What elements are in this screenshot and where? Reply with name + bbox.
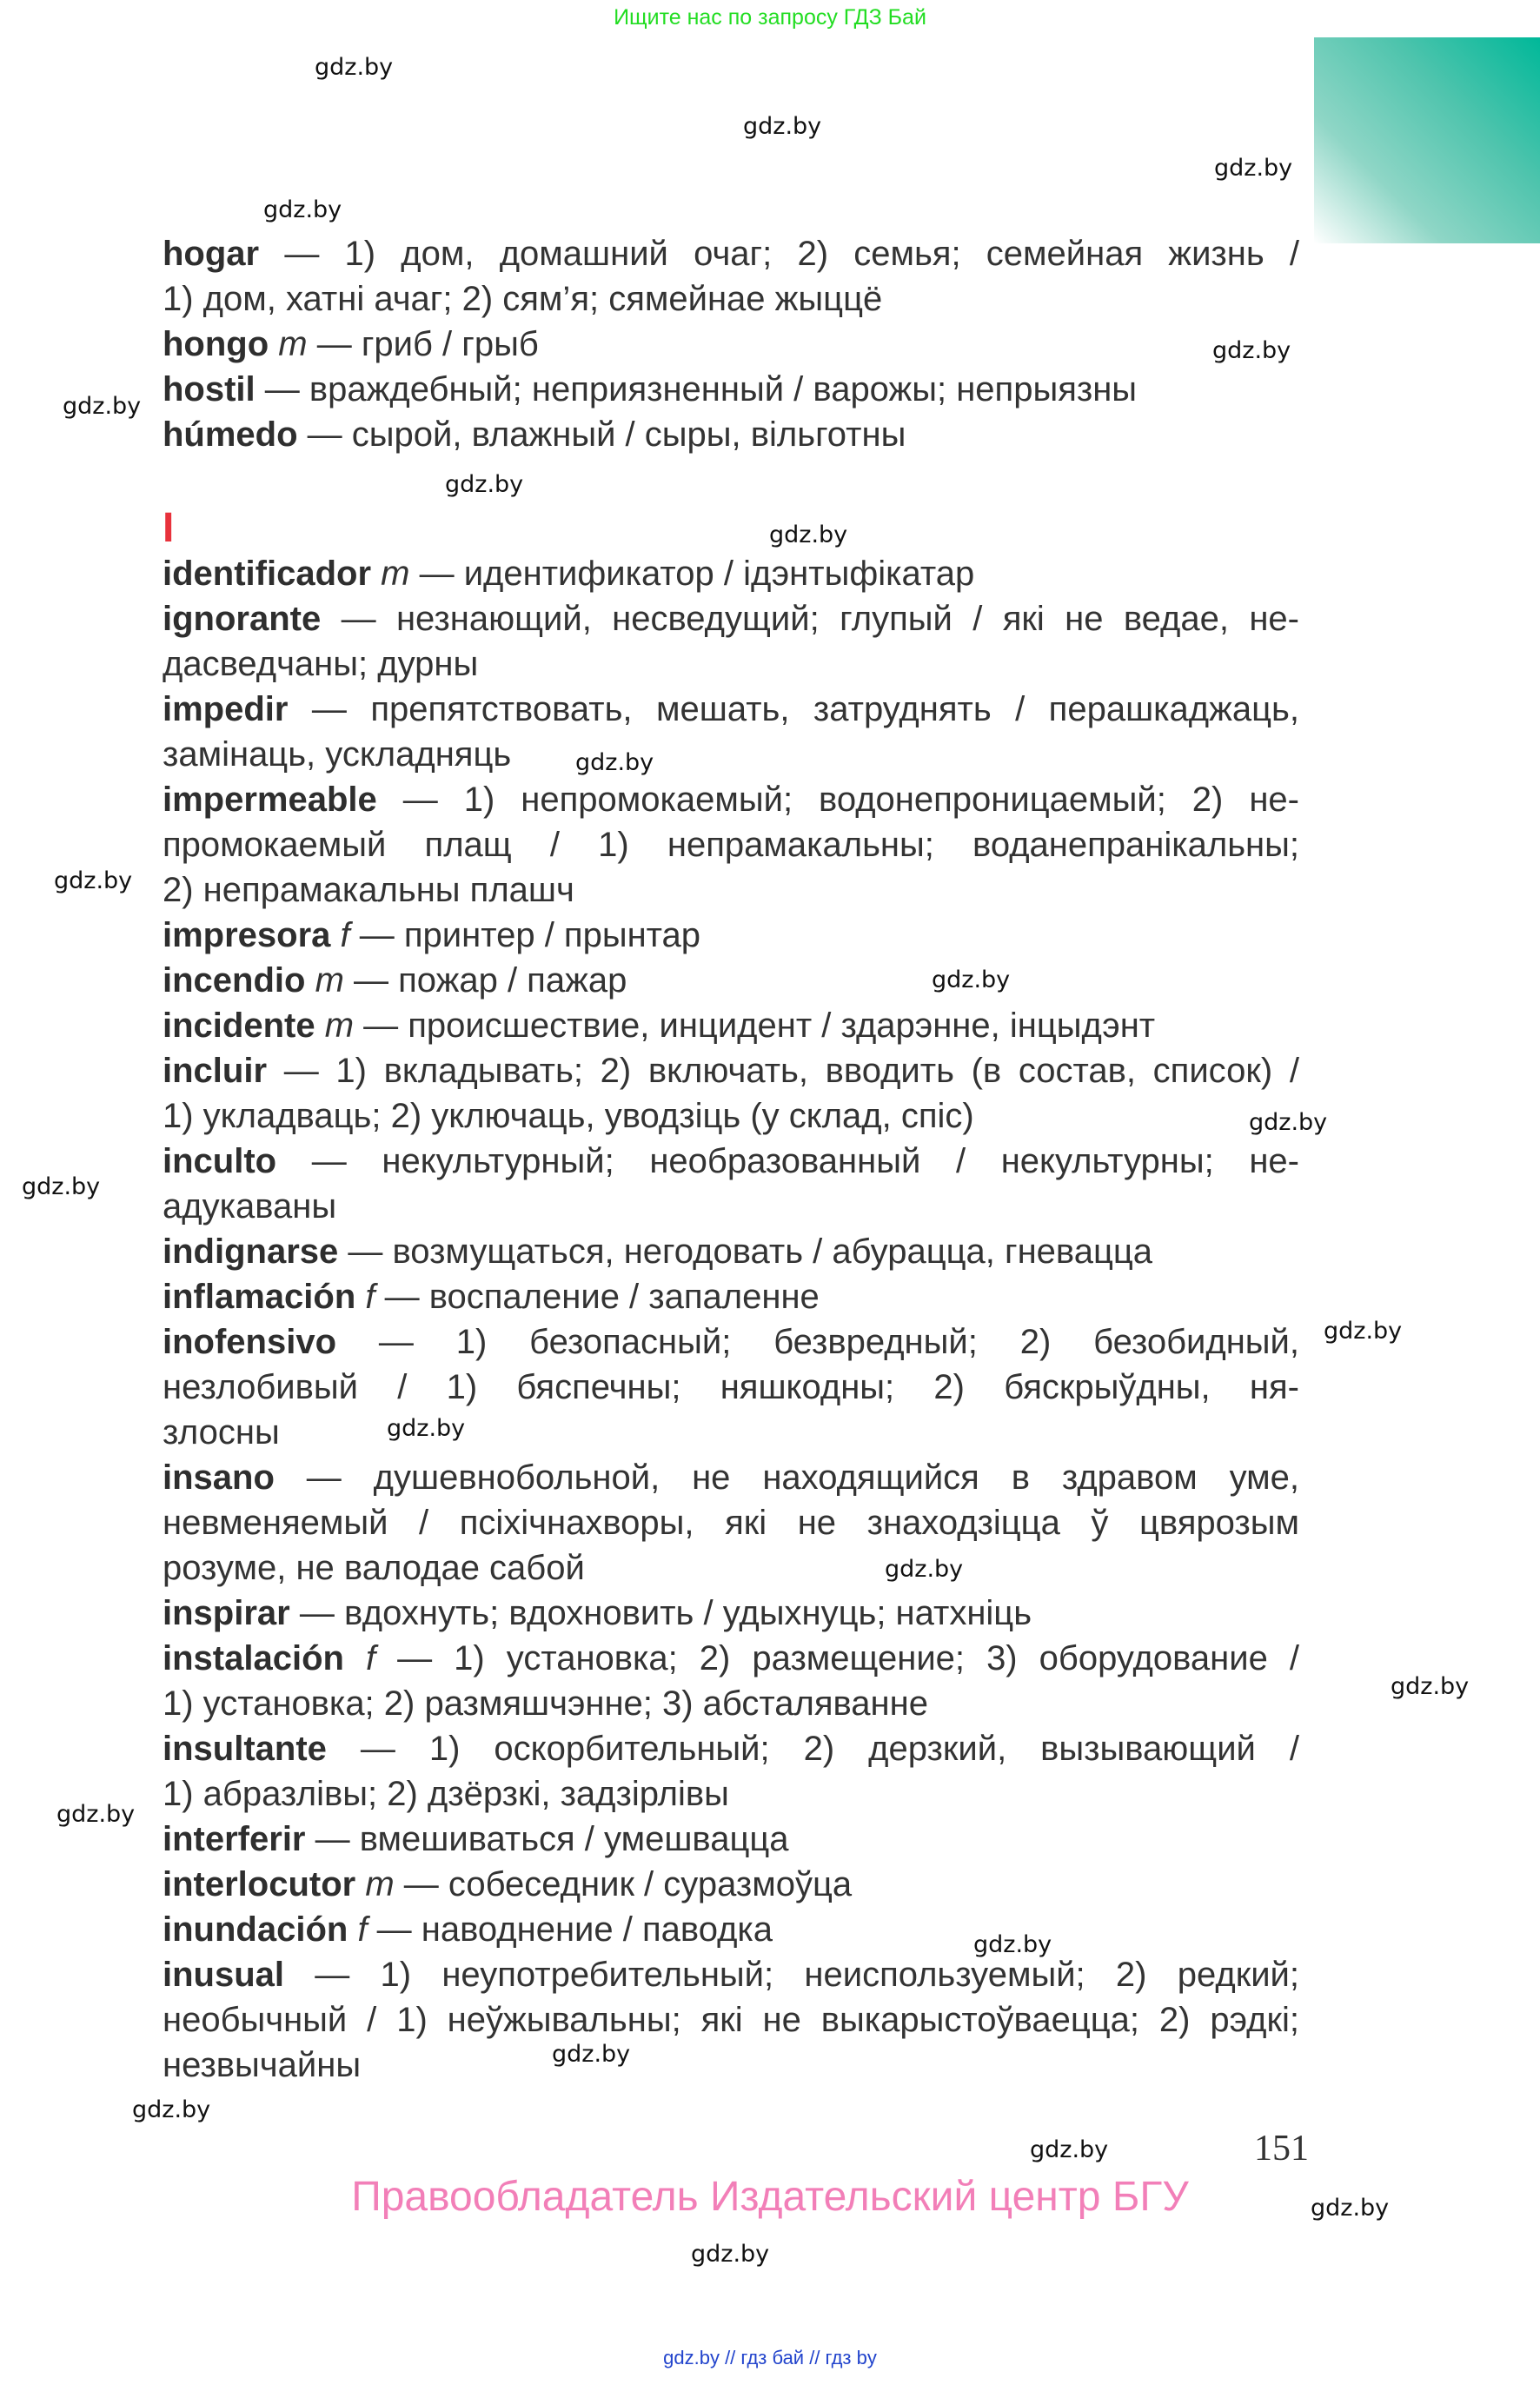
dictionary-entry-line: [163, 1954, 1299, 1996]
dictionary-entry-line: [163, 1818, 1299, 1860]
dictionary-entry-line: [163, 1638, 1299, 1679]
dictionary-continuation-line: [163, 1502, 1299, 1544]
translation-text: — идентификатор / ідэнтыфікатар: [409, 555, 975, 593]
watermark-text: gdz.by: [973, 1931, 1052, 1958]
gender-marker: m: [269, 325, 308, 363]
translation-text: — пожар / пажар: [343, 961, 627, 1000]
watermark-text: gdz.by: [1311, 2195, 1390, 2222]
translation-text: необычный / 1) неўжывальны; які не выкарыстоўваецца; 2) рэдкі;: [163, 2001, 1299, 2039]
headword: hongo: [163, 325, 269, 363]
dictionary-continuation-line: [163, 1547, 1299, 1589]
dictionary-entry-line: [163, 960, 1299, 1001]
footer-links[interactable]: gdz.by // гдз бай // гдз by: [663, 2347, 877, 2368]
dictionary-continuation-line: [163, 2044, 1299, 2086]
dictionary-continuation-line: [163, 278, 1299, 320]
dictionary-entry-line: [163, 1140, 1299, 1182]
watermark-text: gdz.by: [575, 749, 654, 776]
dictionary-entry-line: [163, 1863, 1299, 1905]
translation-text: — 1) оскорбительный; 2) дерзкий, вызывающий /: [326, 1730, 1299, 1768]
translation-text: — 1) вкладывать; 2) включать, вводить (в состав, список) /: [267, 1052, 1299, 1090]
dictionary-continuation-line: [163, 1366, 1299, 1408]
headword: inusual: [163, 1956, 285, 1994]
translation-text: 2) непрамакальны плашч: [163, 871, 574, 909]
gender-marker: f: [355, 1278, 375, 1316]
dictionary-entry-line: [163, 1050, 1299, 1092]
dictionary-entry-line: [163, 323, 1299, 365]
translation-text: — враждебный; неприязненный / варожы; непрыязны: [255, 370, 1138, 409]
headword: húmedo: [163, 415, 298, 454]
watermark-text: gdz.by: [56, 1801, 136, 1828]
dictionary-continuation-line: [163, 1412, 1299, 1453]
dictionary-entry-line: [163, 233, 1299, 275]
dictionary-continuation-line: [163, 869, 1299, 911]
dictionary-entry-line: [163, 1457, 1299, 1498]
rights-holder-notice: Правообладатель Издательский центр БГУ: [351, 2174, 1189, 2220]
dictionary-continuation-line: [163, 734, 1299, 775]
translation-text: незлобивый / 1) бяспечны; няшкодны; 2) бяскрыўдны, ня-: [163, 1368, 1299, 1406]
headword: inofensivo: [163, 1323, 337, 1361]
gender-marker: f: [348, 1910, 368, 1949]
watermark-text: gdz.by: [63, 393, 142, 420]
translation-text: 1) дом, хатні ачаг; 2) сям’я; сямейнае жыццё: [163, 280, 883, 318]
top-banner: Ищите нас по запросу ГДЗ Бай: [614, 5, 926, 30]
headword: inundación: [163, 1910, 348, 1949]
translation-text: — сырой, влажный / сыры, вільготны: [297, 415, 906, 454]
dictionary-entry-line: [163, 688, 1299, 730]
headword: instalación: [163, 1639, 344, 1677]
corner-decoration: [1314, 37, 1540, 243]
watermark-text: gdz.by: [22, 1173, 101, 1200]
headword: interlocutor: [163, 1865, 356, 1903]
watermark-text: gdz.by: [1214, 155, 1293, 182]
translation-text: — 1) неупотребительный; неиспользуемый; 2) редкий;: [284, 1956, 1299, 1994]
translation-text: — гриб / грыб: [307, 325, 539, 363]
watermark-text: gdz.by: [769, 522, 848, 548]
watermark-text: gdz.by: [932, 967, 1011, 993]
headword: inspirar: [163, 1594, 290, 1632]
page-number: 151: [1254, 2129, 1309, 2169]
translation-text: розуме, не валодае сабой: [163, 1549, 585, 1587]
dictionary-continuation-line: [163, 1999, 1299, 2041]
dictionary-entry-line: [163, 1231, 1299, 1272]
watermark-text: gdz.by: [1212, 337, 1291, 364]
translation-text: — возмущаться, негодовать / абурацца, гневацца: [338, 1232, 1153, 1271]
translation-text: 1) укладваць; 2) уключаць, уводзіць (у склад, спіс): [163, 1097, 974, 1135]
dictionary-entry-line: [163, 1321, 1299, 1363]
watermark-text: gdz.by: [263, 196, 342, 223]
headword: insano: [163, 1458, 275, 1497]
translation-text: — некультурный; необразованный / некультурны; не-: [276, 1142, 1299, 1180]
gender-marker: f: [330, 916, 350, 954]
dictionary-entry-line: [163, 1909, 1299, 1950]
translation-text: 1) абразлівы; 2) дзёрзкі, задзірлівы: [163, 1775, 729, 1813]
watermark-text: gdz.by: [552, 2041, 631, 2068]
dictionary-entry-line: [163, 779, 1299, 820]
dictionary-entry-line: [163, 1592, 1299, 1634]
headword: inculto: [163, 1142, 277, 1180]
headword: hostil: [163, 370, 256, 409]
translation-text: адукаваны: [163, 1187, 337, 1226]
watermark-text: gdz.by: [1249, 1109, 1328, 1136]
translation-text: — незнающий, несведущий; глупый / які не ведае, не-: [321, 600, 1299, 638]
dictionary-entry-line: [163, 1005, 1299, 1046]
gender-marker: m: [315, 1006, 355, 1045]
translation-text: — собеседник / суразмоўца: [394, 1865, 853, 1903]
dictionary-continuation-line: [163, 643, 1299, 685]
translation-text: — воспаление / запаленне: [375, 1278, 820, 1316]
gender-marker: f: [343, 1639, 376, 1677]
watermark-text: gdz.by: [1324, 1318, 1403, 1345]
headword: hogar: [163, 235, 260, 273]
dictionary-continuation-line: [163, 1186, 1299, 1227]
translation-text: промокаемый плащ / 1) непрамакальны; воданепранікальны;: [163, 826, 1299, 864]
headword: insultante: [163, 1730, 327, 1768]
watermark-text: gdz.by: [1391, 1673, 1470, 1700]
gender-marker: m: [371, 555, 410, 593]
gender-marker: m: [355, 1865, 395, 1903]
watermark-text: gdz.by: [691, 2241, 770, 2268]
translation-text: — 1) непромокаемый; водонепроницаемый; 2) не-: [376, 781, 1299, 819]
dictionary-entry-line: [163, 1276, 1299, 1318]
translation-text: — 1) безопасный; безвредный; 2) безобидный,: [336, 1323, 1299, 1361]
dictionary-entry-line: [163, 598, 1299, 640]
dictionary-entry-line: [163, 1728, 1299, 1770]
watermark-text: gdz.by: [743, 113, 822, 140]
translation-text: замінаць, ускладняць: [163, 735, 512, 774]
translation-text: — вдохнуть; вдохновить / удыхнуць; натхніць: [289, 1594, 1032, 1632]
translation-text: — душевнобольной, не находящийся в здравом уме,: [274, 1458, 1299, 1497]
headword: incluir: [163, 1052, 268, 1090]
gender-marker: m: [305, 961, 344, 1000]
watermark-text: gdz.by: [1030, 2136, 1109, 2163]
translation-text: — 1) дом, домашний очаг; 2) семья; семейная жизнь /: [259, 235, 1299, 273]
headword: inflamación: [163, 1278, 356, 1316]
translation-text: — происшествие, инцидент / здарэнне, інцыдэнт: [354, 1006, 1156, 1045]
dictionary-continuation-line: [163, 824, 1299, 866]
headword: impedir: [163, 690, 289, 728]
watermark-text: gdz.by: [315, 54, 394, 81]
dictionary-entry-line: [163, 914, 1299, 956]
translation-text: дасведчаны; дурны: [163, 645, 479, 683]
dictionary-entry-line: [163, 369, 1299, 410]
translation-text: — наводнение / паводка: [367, 1910, 773, 1949]
headword: indignarse: [163, 1232, 339, 1271]
headword: impermeable: [163, 781, 377, 819]
headword: ignorante: [163, 600, 322, 638]
translation-text: — 1) установка; 2) размещение; 3) оборудование /: [375, 1639, 1299, 1677]
headword: interferir: [163, 1820, 306, 1858]
dictionary-entry-line: [163, 553, 1299, 595]
watermark-text: gdz.by: [445, 471, 524, 498]
watermark-text: gdz.by: [132, 2096, 211, 2123]
dictionary-continuation-line: [163, 1773, 1299, 1815]
headword: incidente: [163, 1006, 315, 1045]
headword: impresora: [163, 916, 331, 954]
section-letter-heading: I: [163, 505, 175, 551]
watermark-text: gdz.by: [387, 1415, 466, 1442]
watermark-text: gdz.by: [54, 867, 133, 894]
dictionary-continuation-line: [163, 1683, 1299, 1724]
watermark-text: gdz.by: [885, 1556, 964, 1583]
headword: incendio: [163, 961, 306, 1000]
translation-text: злосны: [163, 1413, 280, 1452]
translation-text: 1) установка; 2) размяшчэнне; 3) абсталяванне: [163, 1684, 928, 1723]
translation-text: невменяемый / псіхічнахворы, які не знаходзіцца ў цвярозым: [163, 1504, 1299, 1542]
translation-text: — принтер / прынтар: [349, 916, 701, 954]
translation-text: — вмешиваться / умешвацца: [305, 1820, 789, 1858]
dictionary-entry-line: [163, 414, 1299, 455]
translation-text: — препятствовать, мешать, затруднять / перашкаджаць,: [288, 690, 1299, 728]
translation-text: незвычайны: [163, 2046, 362, 2084]
dictionary-continuation-line: [163, 1095, 1299, 1137]
headword: identificador: [163, 555, 372, 593]
